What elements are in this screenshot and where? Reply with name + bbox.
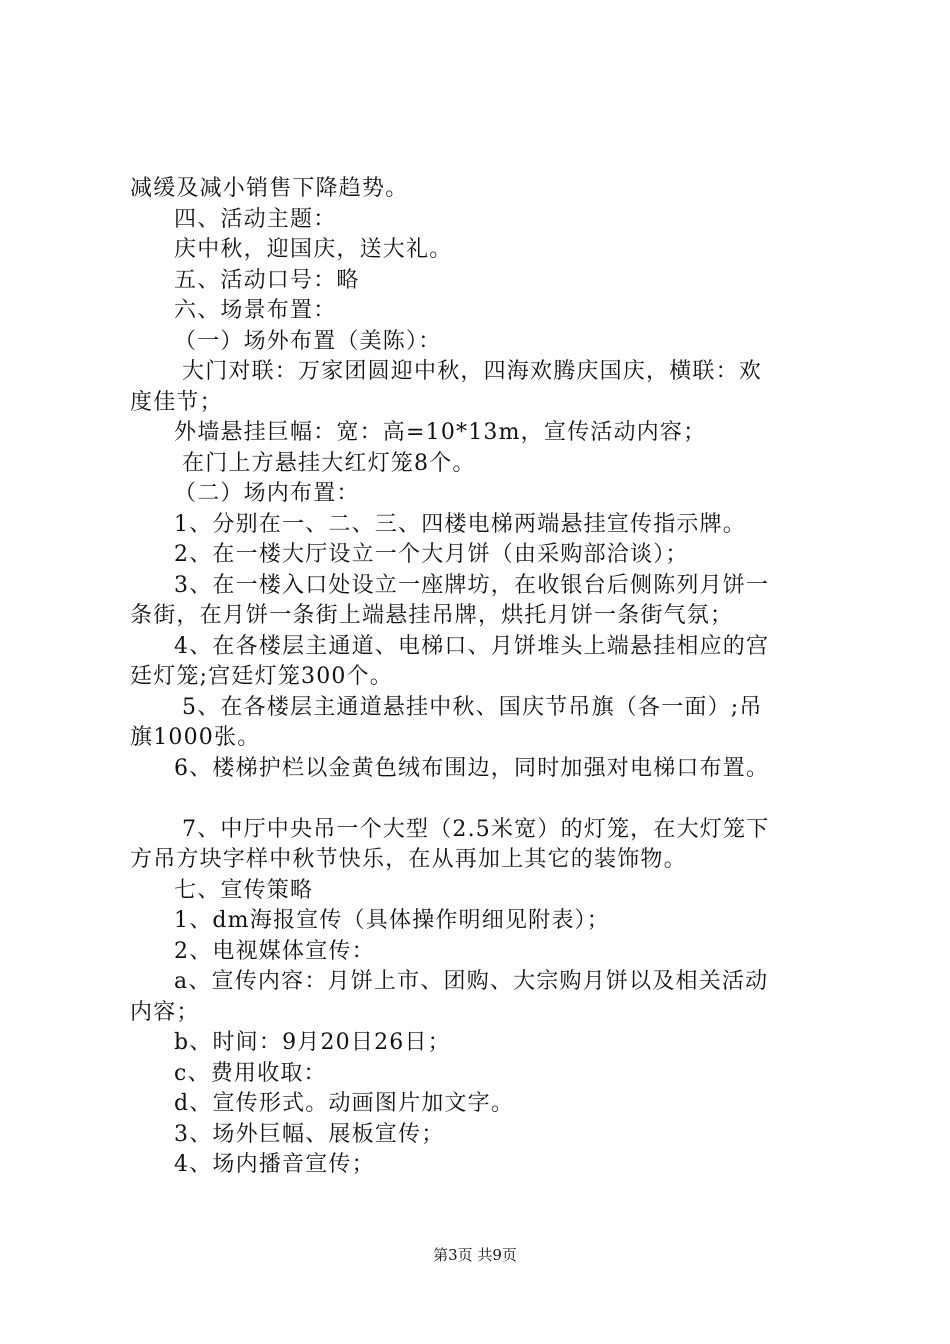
text-line: b、时间：9月20日26日； xyxy=(174,1030,451,1055)
text-line: 条街，在月饼一条街上端悬挂吊牌，烘托月饼一条街气氛； xyxy=(130,603,734,628)
text-line: 减缓及减小销售下降趋势。 xyxy=(130,176,409,201)
text-line: 3、在一楼入口处设立一座牌坊，在收银台后侧陈列月饼一 xyxy=(174,572,770,598)
text-line: 五、活动口号：略 xyxy=(174,267,360,293)
text-line: 5、在各楼层主通道悬挂中秋、国庆节吊旗（各一面）;吊 xyxy=(182,694,763,720)
text-line: 四、活动主题： xyxy=(174,206,337,232)
document-body xyxy=(130,174,830,1181)
text-line: 旗1000张。 xyxy=(130,725,261,750)
text-line: （二）场内布置： xyxy=(174,481,360,506)
text-line: 七、宣传策略 xyxy=(174,877,314,903)
text-line: 度佳节； xyxy=(130,389,223,415)
text-line: 庆中秋，迎国庆，送大礼。 xyxy=(174,237,453,262)
text-line: 方吊方块字样中秋节快乐，在从再加上其它的装饰物。 xyxy=(130,847,687,872)
text-line: c、费用收取： xyxy=(174,1060,327,1086)
text-line: 大门对联：万家团圆迎中秋，四海欢腾庆国庆，横联：欢 xyxy=(182,359,763,384)
text-line: 2、电视媒体宣传： xyxy=(174,938,375,964)
text-line: 4、场内播音宣传； xyxy=(174,1152,375,1177)
text-line: a、宣传内容：月饼上市、团购、大宗购月饼以及相关活动 xyxy=(174,969,769,994)
text-line: 六、场景布置： xyxy=(174,298,337,323)
text-line: 1、分别在一、二、三、四楼电梯两端悬挂宣传指示牌。 xyxy=(174,511,746,537)
blank-line xyxy=(130,784,830,815)
text-line: 2、在一楼大厅设立一个大月饼（由采购部洽谈）； xyxy=(174,542,689,567)
text-line: 廷灯笼;宫廷灯笼300个。 xyxy=(130,664,394,689)
page-footer: 第3页 共9页 xyxy=(433,1246,517,1264)
text-line: 内容； xyxy=(130,999,200,1025)
text-line: 外墙悬挂巨幅：宽：高=10*13m，宣传活动内容； xyxy=(174,420,707,445)
text-line: 7、中厅中央吊一个大型（2.5米宽）的灯笼，在大灯笼下 xyxy=(182,816,770,842)
text-line: d、宣传形式。动画图片加文字。 xyxy=(174,1091,515,1116)
text-line: 4、在各楼层主通道、电梯口、月饼堆头上端悬挂相应的宫 xyxy=(174,633,770,659)
text-line: 1、dm海报宣传（具体操作明细见附表）； xyxy=(174,908,610,933)
text-line: 在门上方悬挂大红灯笼8个。 xyxy=(182,450,476,476)
text-line: 3、场外巨幅、展板宣传； xyxy=(174,1121,445,1147)
text-line: （一）场外布置（美陈）： xyxy=(174,328,442,354)
text-line: 6、楼梯护栏以金黄色绒布围边，同时加强对电梯口布置。 xyxy=(174,755,770,781)
